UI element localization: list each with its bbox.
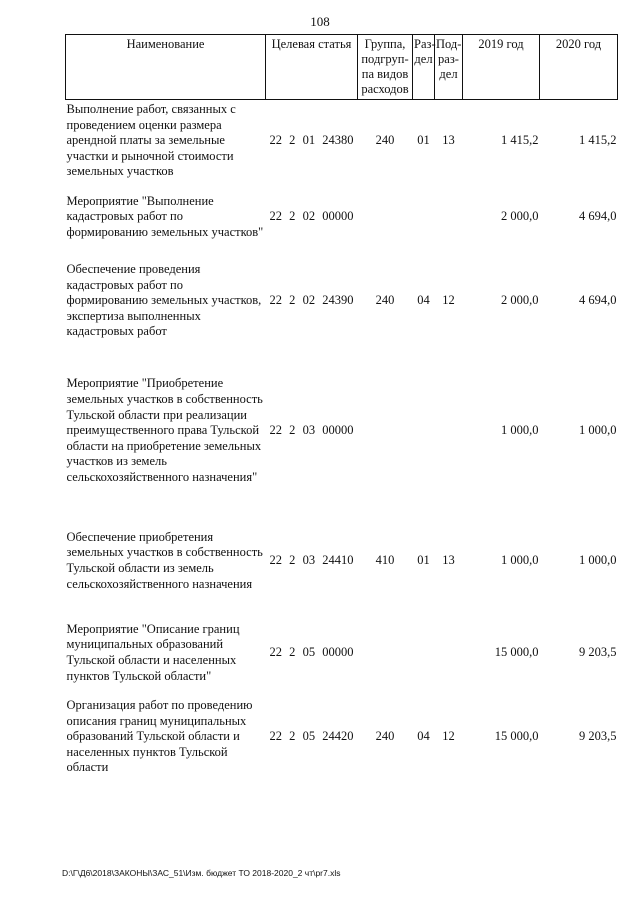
cs-event: 02 [302,209,316,224]
row-group: 240 [375,293,395,308]
row-subsection [435,350,463,512]
cs-direction: 00000 [322,423,354,438]
row-name: Мероприятие "Описание границ муниципальных образований Тульской области и населенных пунктов Тульской области" [66,621,240,683]
cs-direction: 24380 [322,133,354,148]
row-target-article [266,696,358,778]
header-group: Группа, подгруп-па видов расходов [358,35,413,100]
row-name: Организация работ по проведению описания границ муниципальных образований Тульской области и населенных пунктов Тульской области [66,697,253,775]
row-group [358,350,413,512]
header-section: Раз-дел [413,35,435,100]
header-name: Наименование [66,35,266,100]
header-target-article: Целевая статья [266,35,358,100]
row-subsection: 13 [442,553,455,568]
cs-program: 22 [269,423,282,438]
row-2020: 1 000,0 [579,553,617,568]
row-2020: 4 694,0 [579,209,617,224]
table-row [66,252,618,350]
header-2020: 2020 год [540,35,618,100]
cs-subprogram: 2 [289,133,296,148]
row-2019: 15 000,0 [494,729,539,744]
row-group: 240 [375,729,395,744]
row-section [413,182,435,252]
row-target-article [266,350,358,512]
table-row [66,696,618,778]
cs-subprogram: 2 [289,423,296,438]
row-target-article [266,100,358,182]
row-section: 04 [417,729,430,744]
header-subsection: Под-раз-дел [435,35,463,100]
row-2020: 1 415,2 [579,133,617,148]
row-section: 01 [417,133,430,148]
row-target-article [266,512,358,610]
table-row [66,182,618,252]
row-2020: 1 000,0 [579,423,617,438]
table-row [66,350,618,512]
row-group: 410 [375,553,395,568]
cs-direction: 00000 [322,645,354,660]
cs-event: 05 [302,645,316,660]
row-group: 240 [375,133,395,148]
row-name: Мероприятие "Приобретение земельных участков в собственность Тульской области при реализации преимущественного права Тульской области на приобретение земельных участков из земель сельскохозяйственного назначения" [66,376,263,484]
cs-program: 22 [269,293,282,308]
row-section: 04 [417,293,430,308]
cs-program: 22 [269,645,282,660]
row-section: 01 [417,553,430,568]
row-subsection [435,182,463,252]
table-row [66,100,618,182]
page-number: 108 [310,14,330,29]
row-name: Выполнение работ, связанных с проведением оценки размера арендной платы за земельные участки и рыночной стоимости земельных участков [66,102,236,179]
file-path-footer: D:\Г\Д6\2018\ЗАКОНЫ\ЗАС_51\Изм. бюджет ТО 2018-2020_2 чт\pr7.xls [62,868,341,878]
cs-program: 22 [269,209,282,224]
row-2019: 15 000,0 [494,645,539,660]
table-row [66,610,618,696]
row-2020: 9 203,5 [579,645,617,660]
cs-event: 05 [302,729,316,744]
table-row [66,512,618,610]
row-target-article [266,182,358,252]
header-2019: 2019 год [463,35,540,100]
cs-subprogram: 2 [289,645,296,660]
row-subsection: 13 [442,133,455,148]
cs-program: 22 [269,729,282,744]
cs-event: 03 [302,553,316,568]
row-section [413,610,435,696]
row-2019: 1 415,2 [501,133,539,148]
row-subsection: 12 [442,293,455,308]
cs-subprogram: 2 [289,209,296,224]
row-name: Мероприятие "Выполнение кадастровых работ по формированию земельных участков" [66,193,264,239]
cs-event: 03 [302,423,316,438]
row-2020: 4 694,0 [579,293,617,308]
row-2019: 1 000,0 [501,423,539,438]
cs-program: 22 [269,553,282,568]
row-2019: 2 000,0 [501,209,539,224]
cs-direction: 24410 [322,553,354,568]
cs-event: 01 [302,133,316,148]
row-name: Обеспечение проведения кадастровых работ по формированию земельных участков, экспертиза выполненных кадастровых работ [66,261,262,339]
row-subsection: 12 [442,729,455,744]
row-2019: 2 000,0 [501,293,539,308]
cs-subprogram: 2 [289,293,296,308]
cs-subprogram: 2 [289,729,296,744]
row-name: Обеспечение приобретения земельных участков в собственность Тульской области из земель сельскохозяйственного назначения [66,529,263,591]
row-2019: 1 000,0 [501,553,539,568]
cs-subprogram: 2 [289,553,296,568]
table-header-row [66,35,618,100]
row-section [413,350,435,512]
cs-program: 22 [269,133,282,148]
row-target-article [266,610,358,696]
row-2020: 9 203,5 [579,729,617,744]
cs-direction: 24390 [322,293,354,308]
cs-event: 02 [302,293,316,308]
cs-direction: 00000 [322,209,354,224]
budget-table [65,34,618,778]
row-target-article [266,252,358,350]
row-group [358,610,413,696]
row-subsection [435,610,463,696]
cs-direction: 24420 [322,729,354,744]
row-group [358,182,413,252]
